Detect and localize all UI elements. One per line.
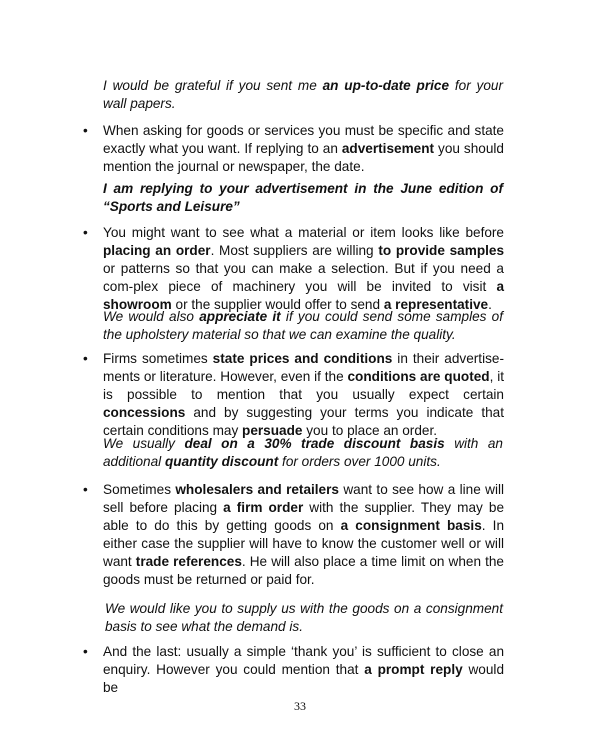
- bullet-samples-text: You might want to see what a material or item looks like before placing an order. Most suppliers are willing to provide samples or patterns so that you can make a selection. But if you need a com-plex piece of machinery you will be invited to visit a showroom or the supplier would offer to send a representative.: [103, 225, 505, 312]
- bullet-closing: [84, 643, 504, 697]
- example-consignment: We would like you to supply us with the goods on a consignment basis to see what the demand is.: [105, 601, 503, 634]
- bullet-marker: •: [83, 482, 88, 497]
- bullet-marker: •: [83, 225, 88, 240]
- bullet-advertisement-text: When asking for goods or services you must be specific and state exactly what you want. If replying to an advertisement you should mention the journal or newspaper, the date.: [103, 123, 504, 174]
- bullet-consignment: [84, 481, 504, 589]
- bullet-samples: [84, 224, 504, 314]
- bullet-closing-text: And the last: usually a simple ‘thank you’ is sufficient to close an enquiry. However you could mention that a prompt reply would be: [103, 644, 505, 695]
- bullet-consignment-text: Sometimes wholesalers and retailers want to see how a line will sell before placing a firm order with the supplier. They may be able to do this by getting goods on a consignment basis. In either case the supplier will have to know the customer well or will want trade references. He will also place a time limit on when the goods must be returned or paid for.: [103, 482, 505, 587]
- bullet-marker: •: [83, 123, 88, 138]
- example-advertisement-reply: I am replying to your advertisement in the June edition of “Sports and Leisure”: [103, 181, 503, 214]
- bullet-advertisement: [84, 122, 504, 176]
- bullet-marker: •: [83, 644, 88, 659]
- bullet-marker: •: [83, 351, 88, 366]
- example-price-request: I would be grateful if you sent me an up-to-date price for your wall papers.: [103, 78, 503, 111]
- bullet-prices-conditions: [84, 350, 504, 440]
- example-samples-request: We would also appreciate it if you could send some samples of the upholstery material so that we can examine the quality.: [103, 309, 503, 342]
- page-number: 33: [294, 699, 306, 713]
- bullet-prices-text: Firms sometimes state prices and conditions in their advertise-ments or literature. However, even if the conditions are quoted, it is possible to mention that you usually expect certain concessions and by suggesting your terms you indicate that certain conditions may persuade you to place an order.: [103, 351, 505, 438]
- example-discount: We usually deal on a 30% trade discount basis with an additional quantity discount for orders over 1000 units.: [103, 436, 503, 469]
